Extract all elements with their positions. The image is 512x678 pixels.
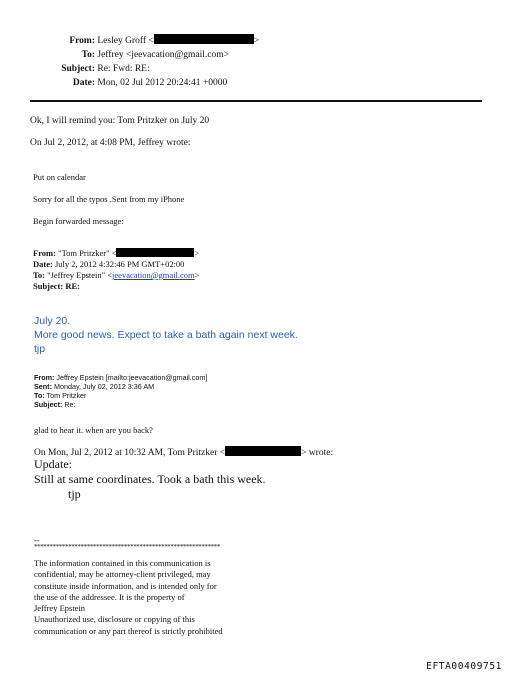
inner-from-value: Jeffrey Epstein [mailto:jeevacation@gmail.com] — [56, 373, 208, 382]
from-value: Lesley Groff < — [97, 36, 154, 46]
header-divider — [30, 100, 482, 102]
disclaimer-line: Jeffrey Epstein — [34, 603, 86, 614]
disclaimer-line: Unauthorized use, disclosure or copying of this — [34, 614, 195, 625]
fwd-to-close: > — [194, 270, 200, 280]
document-id: EFTA00409751 — [426, 661, 502, 672]
redaction-bar — [116, 248, 194, 257]
quote-line: On Jul 2, 2012, at 4:08 PM, Jeffrey wrote: — [30, 138, 191, 148]
from-label: From: — [69, 36, 95, 46]
disclaimer-line: The information contained in this communication is — [34, 558, 211, 568]
older-quote-wrote: > wrote: — [301, 448, 334, 458]
update-line: Update: — [34, 457, 72, 471]
begin-forwarded: Begin forwarded message: — [33, 216, 124, 226]
inner-to-value: Tom Pritzker — [46, 391, 87, 400]
tom-message — [34, 314, 298, 356]
tom-line-2: More good news. Expect to take a bath again next week. — [34, 329, 298, 341]
stars-divider: ************************************************************ — [34, 543, 221, 551]
fwd-to-label: To: — [33, 270, 45, 280]
forwarded-header — [33, 248, 199, 292]
tom-line-3: tjp — [34, 343, 46, 355]
disclaimer — [34, 558, 223, 637]
older-quote-body — [34, 457, 266, 502]
disclaimer-line: communication or any part thereof is strictly prohibited — [34, 625, 223, 636]
to-label: To: — [81, 50, 95, 60]
inner-header — [34, 373, 207, 409]
put-on-calendar: Put on calendar — [33, 172, 86, 182]
jeffrey-message: glad to hear it. when are you back? — [34, 425, 153, 435]
tom-line-1: July 20. — [34, 315, 71, 327]
typos-line: Sorry for all the typos .Sent from my iPhone — [33, 194, 185, 204]
disclaimer-line: the use of the addressee. It is the property of — [34, 591, 185, 602]
fwd-subject-label: Subject: — [33, 281, 64, 291]
fwd-subject-value: RE: — [65, 281, 80, 291]
redaction-bar — [154, 34, 254, 44]
fwd-to-value: "Jeffrey Epstein" < — [47, 270, 113, 280]
dashes: -- — [34, 535, 40, 545]
date-label: Date: — [72, 78, 95, 88]
fwd-from-label: From: — [33, 248, 56, 258]
fwd-from-close: > — [194, 248, 200, 258]
older-sig: tjp — [68, 487, 81, 501]
inner-to-label: To: — [34, 391, 45, 400]
inner-sent-value: Monday, July 02, 2012 3:36 AM — [53, 382, 155, 391]
subject-value: Re: Fwd: RE: — [97, 64, 150, 74]
disclaimer-line: confidential, may be attorney-client privileged, may — [34, 569, 211, 580]
fwd-to-email-link[interactable]: jeevacation@gmail.com — [112, 270, 195, 280]
reply-line: Ok, I will remind you: Tom Pritzker on July 20 — [30, 116, 210, 126]
inner-sent-label: Sent: — [34, 382, 52, 391]
from-close: > — [253, 36, 260, 46]
email-header — [40, 34, 259, 90]
inner-subject-value: Re: — [64, 400, 76, 409]
inner-subject-label: Subject: — [34, 400, 63, 409]
subject-label: Subject: — [61, 64, 95, 74]
fwd-date-label: Date: — [33, 259, 53, 269]
inner-from-label: From: — [34, 373, 55, 382]
older-quote-text: On Mon, Jul 2, 2012 at 10:32 AM, Tom Pritzker < — [34, 448, 226, 458]
fwd-date-value: July 2, 2012 4:32:46 PM GMT+02:00 — [54, 259, 185, 269]
date-value: Mon, 02 Jul 2012 20:24:41 +0000 — [97, 78, 228, 88]
disclaimer-line: constitute inside information, and is intended only for — [34, 580, 217, 591]
coords-line: Still at same coordinates. Took a bath this week. — [34, 472, 266, 486]
fwd-from-value: "Tom Pritzker" < — [58, 248, 117, 258]
redaction-bar — [225, 446, 301, 456]
to-value: Jeffrey <jeevacation@gmail.com> — [97, 50, 230, 60]
